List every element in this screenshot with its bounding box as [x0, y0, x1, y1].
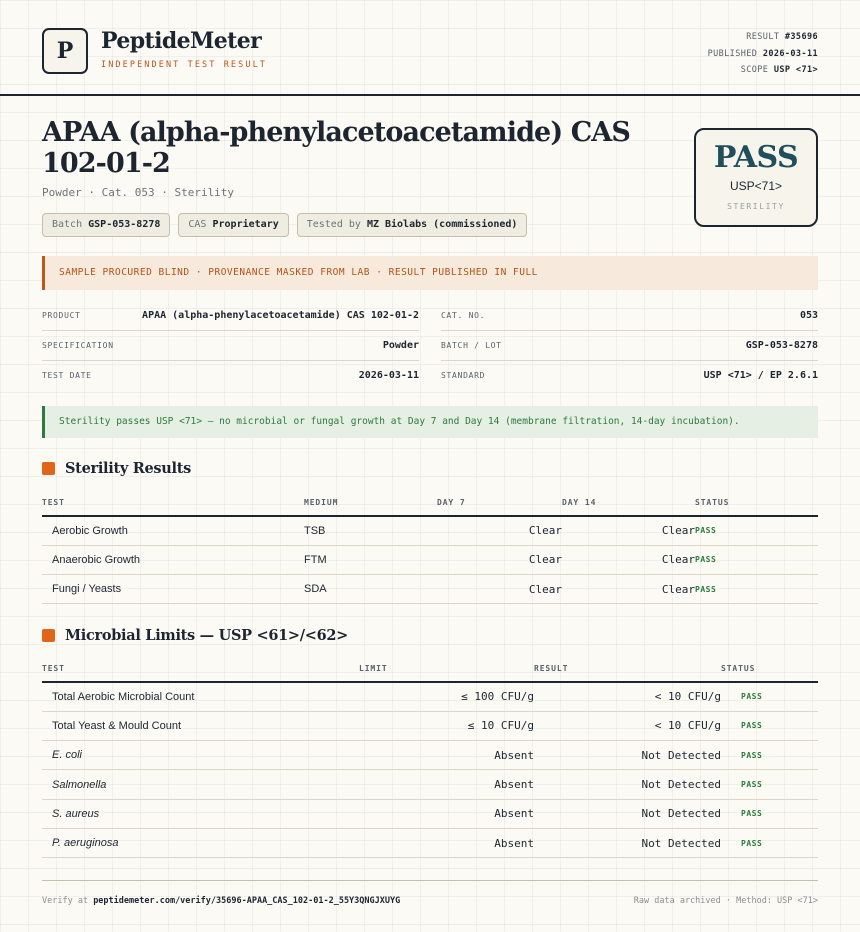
limit: Absent [359, 799, 534, 828]
scope-value: USP <71> [773, 65, 818, 75]
pass-stamp [694, 128, 818, 227]
tested-by-chip: Tested by MZ Biolabs (commissioned) [297, 213, 528, 237]
spec-value: 2026-03-11 [358, 370, 419, 381]
stamp-verdict: PASS [713, 140, 799, 175]
table-header-row [42, 489, 818, 516]
verify-line [42, 896, 400, 906]
section-marker-icon [42, 629, 55, 642]
test-name: P. aeruginosa [42, 828, 359, 857]
table-row [42, 711, 818, 740]
status-badge: PASS [695, 575, 818, 604]
col-header: STATUS [721, 655, 818, 682]
table-row [42, 575, 818, 604]
batch-chip: Batch GSP-053-8278 [42, 213, 170, 237]
test-name: Salmonella [42, 770, 359, 799]
limit: Absent [359, 770, 534, 799]
spec-value: APAA (alpha-phenylacetoacetamide) CAS 102-01-2 [142, 310, 419, 321]
table-row [42, 516, 818, 545]
table-row [42, 799, 818, 828]
logo: P [42, 28, 88, 74]
spec-row-standard [441, 361, 818, 391]
test-name: S. aureus [42, 799, 359, 828]
status-badge: PASS [721, 682, 818, 711]
table-row [42, 682, 818, 711]
verify-prefix: Verify at [42, 896, 89, 906]
spec-value: USP <71> / EP 2.6.1 [703, 370, 818, 381]
status-badge: PASS [721, 770, 818, 799]
medium: TSB [304, 516, 437, 545]
brand-tagline: INDEPENDENT TEST RESULT [101, 60, 268, 70]
sterility-section-title [42, 460, 191, 477]
spec-row-test-date [42, 361, 419, 391]
report-footer [42, 880, 818, 906]
day14-result: Clear [562, 545, 695, 574]
day7-result: Clear [437, 516, 562, 545]
product-subtitle: Powder · Cat. 053 · Sterility [42, 186, 235, 199]
col-header: DAY 14 [562, 489, 695, 516]
result: < 10 CFU/g [534, 711, 721, 740]
report-header [0, 0, 860, 96]
status-badge: PASS [721, 711, 818, 740]
test-name: Total Aerobic Microbial Count [42, 682, 359, 711]
footer-method: Raw data archived · Method: USP <71> [633, 896, 818, 906]
limit: Absent [359, 741, 534, 770]
col-header: RESULT [534, 655, 721, 682]
test-name: E. coli [42, 741, 359, 770]
col-header: TEST [42, 655, 359, 682]
spec-value: 053 [799, 310, 818, 321]
page-title: APAA (alpha-phenylacetoacetamide) CAS 102-01-2 [42, 117, 630, 179]
day14-result: Clear [562, 575, 695, 604]
medium: SDA [304, 575, 437, 604]
result: Not Detected [534, 828, 721, 857]
result: Not Detected [534, 741, 721, 770]
day7-result: Clear [437, 545, 562, 574]
verify-link[interactable]: peptidemeter.com/verify/35696-APAA_CAS_102-01-2_55Y3QNGJXUYG [93, 896, 401, 906]
result-label: RESULT [746, 32, 780, 42]
table-row [42, 828, 818, 857]
spec-row-product [42, 301, 419, 331]
published-date: 2026-03-11 [762, 48, 818, 59]
col-header: STATUS [695, 489, 818, 516]
status-badge: PASS [721, 799, 818, 828]
section-title-text: Sterility Results [65, 460, 191, 477]
section-title-text: Microbial Limits — USP <61>/<62> [65, 627, 349, 644]
section-marker-icon [42, 462, 55, 475]
spec-key: BATCH / LOT [441, 341, 502, 350]
result: Not Detected [534, 770, 721, 799]
table-header-row [42, 655, 818, 682]
col-header: MEDIUM [304, 489, 437, 516]
test-name: Fungi / Yeasts [42, 575, 304, 604]
limit: ≤ 100 CFU/g [359, 682, 534, 711]
spec-value: GSP-053-8278 [745, 340, 818, 351]
microbial-section-title [42, 627, 348, 644]
day14-result: Clear [562, 516, 695, 545]
cas-chip: CAS Proprietary [178, 213, 288, 237]
spec-key: TEST DATE [42, 371, 92, 380]
medium: FTM [304, 545, 437, 574]
published-label: PUBLISHED [707, 48, 758, 59]
day7-result: Clear [437, 575, 562, 604]
col-header: LIMIT [359, 655, 534, 682]
chip-row [42, 213, 527, 237]
col-header: DAY 7 [437, 489, 562, 516]
summary-notice: Sterility passes USP <71> — no microbial or fungal growth at Day 7 and Day 14 (membrane filtration, 14-day incubation). [42, 406, 818, 438]
spec-row-cat-no [441, 301, 818, 331]
status-badge: PASS [721, 741, 818, 770]
spec-key: PRODUCT [42, 311, 81, 320]
sterility-table [42, 489, 818, 604]
test-name: Total Yeast & Mould Count [42, 711, 359, 740]
table-row [42, 741, 818, 770]
limit: Absent [359, 828, 534, 857]
stamp-label: STERILITY [727, 202, 785, 211]
table-row [42, 545, 818, 574]
status-badge: PASS [721, 828, 818, 857]
spec-key: CAT. NO. [441, 311, 486, 320]
spec-row-batch [441, 331, 818, 361]
spec-key: STANDARD [441, 371, 486, 380]
report-meta [708, 29, 818, 79]
result-number: #35696 [784, 32, 818, 42]
procurement-notice: SAMPLE PROCURED BLIND · PROVENANCE MASKED FROM LAB · RESULT PUBLISHED IN FULL [42, 256, 818, 290]
spec-key: SPECIFICATION [42, 341, 114, 350]
stamp-standard: USP<71> [729, 179, 783, 193]
scope-label: SCOPE [740, 65, 769, 75]
test-name: Anaerobic Growth [42, 545, 304, 574]
spec-value: Powder [382, 340, 419, 351]
table-row [42, 770, 818, 799]
result: Not Detected [534, 799, 721, 828]
spec-row-specification [42, 331, 419, 361]
status-badge: PASS [695, 516, 818, 545]
status-badge: PASS [695, 545, 818, 574]
col-header: TEST [42, 489, 304, 516]
limit: ≤ 10 CFU/g [359, 711, 534, 740]
microbial-table [42, 655, 818, 858]
result: < 10 CFU/g [534, 682, 721, 711]
test-name: Aerobic Growth [42, 516, 304, 545]
brand-name: PeptideMeter [101, 28, 262, 54]
